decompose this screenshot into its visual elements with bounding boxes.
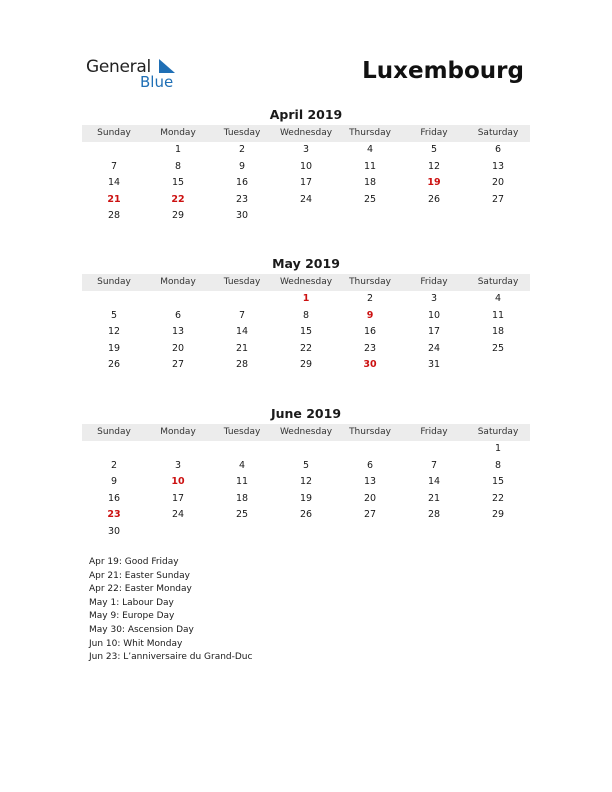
weekday-label: Monday (160, 427, 196, 437)
day-cell: 26 (107, 359, 121, 370)
day-cell: 3 (302, 144, 310, 155)
holiday-item: Apr 22: Easter Monday (89, 584, 192, 595)
day-cell: 15 (491, 476, 505, 487)
empty-day-cell (338, 441, 402, 458)
month-april (82, 107, 530, 225)
day-cell: 10 (299, 160, 313, 172)
logo-flag-icon (159, 59, 175, 73)
day-cell: 15 (299, 326, 313, 337)
day-cell: 26 (299, 509, 313, 520)
day-cell: 14 (107, 177, 121, 188)
day-cell: 14 (427, 476, 441, 487)
weekday-label: Tuesday (223, 277, 261, 287)
day-cell: 8 (494, 459, 502, 471)
day-cell: 17 (171, 492, 185, 504)
day-cell: 29 (299, 359, 313, 370)
holiday-day-cell: 1 (302, 293, 310, 304)
weekday-label: Tuesday (223, 427, 261, 437)
weekday-label: Monday (160, 277, 196, 287)
day-cell: 2 (110, 459, 118, 471)
day-cell: 7 (110, 160, 118, 172)
day-cell: 31 (427, 359, 441, 370)
empty-day-cell (402, 441, 466, 458)
day-cell: 18 (491, 326, 505, 337)
day-cell: 20 (491, 177, 505, 188)
day-cell: 10 (427, 309, 441, 321)
empty-day-cell (274, 524, 338, 541)
weekday-label: Tuesday (223, 128, 261, 138)
holiday-item: Apr 19: Good Friday (89, 557, 179, 567)
weekday-label: Thursday (349, 277, 391, 287)
empty-day-cell (146, 291, 210, 308)
weekday-label: Friday (420, 427, 448, 437)
empty-day-cell (274, 441, 338, 458)
weekday-label: Sunday (97, 277, 131, 287)
day-cell: 8 (174, 160, 182, 172)
day-cell: 17 (427, 326, 441, 337)
weekday-label: Saturday (477, 128, 519, 138)
day-grid (82, 142, 530, 225)
empty-day-cell (466, 524, 530, 541)
empty-day-cell (274, 208, 338, 225)
day-grid (82, 441, 530, 540)
day-cell: 5 (430, 144, 438, 155)
day-grid (82, 291, 530, 374)
holiday-day-cell: 23 (107, 509, 121, 520)
weekday-label: Saturday (477, 277, 519, 287)
day-cell: 18 (363, 177, 377, 188)
day-cell: 22 (299, 342, 313, 354)
holiday-day-cell: 9 (366, 309, 374, 321)
day-cell: 5 (110, 309, 118, 321)
empty-day-cell (210, 524, 274, 541)
day-cell: 23 (363, 342, 377, 354)
holiday-day-cell: 19 (427, 177, 441, 188)
day-cell: 9 (238, 160, 246, 172)
month-title: May 2019 (272, 256, 340, 271)
holiday-day-cell: 22 (171, 193, 185, 205)
weekday-header (82, 424, 530, 441)
day-cell: 4 (238, 459, 246, 471)
day-cell: 20 (171, 342, 185, 354)
logo-text-blue: Blue (140, 73, 174, 91)
day-cell: 16 (363, 326, 377, 337)
month-title: April 2019 (269, 107, 343, 122)
empty-day-cell (82, 142, 146, 159)
day-cell: 8 (302, 309, 310, 321)
holiday-item: Apr 21: Easter Sunday (89, 570, 190, 581)
day-cell: 3 (430, 293, 438, 304)
day-cell: 30 (235, 210, 249, 221)
day-cell: 25 (235, 509, 249, 520)
empty-day-cell (338, 524, 402, 541)
day-cell: 5 (302, 459, 310, 471)
weekday-label: Monday (160, 128, 196, 138)
empty-day-cell (338, 208, 402, 225)
day-cell: 25 (491, 342, 505, 354)
logo (86, 57, 186, 93)
day-cell: 24 (171, 509, 185, 520)
holiday-item: May 30: Ascension Day (89, 624, 194, 635)
day-cell: 3 (174, 459, 182, 471)
empty-day-cell (402, 208, 466, 225)
empty-day-cell (146, 441, 210, 458)
day-cell: 29 (171, 210, 185, 221)
holiday-item: Jun 23: L’anniversaire du Grand-Duc (89, 652, 253, 663)
empty-day-cell (82, 441, 146, 458)
day-cell: 7 (238, 309, 246, 321)
day-cell: 12 (107, 326, 121, 337)
day-cell: 4 (366, 144, 374, 155)
weekday-header (82, 274, 530, 291)
day-cell: 11 (363, 160, 377, 172)
day-cell: 2 (366, 293, 374, 304)
empty-day-cell (402, 524, 466, 541)
empty-day-cell (466, 357, 530, 374)
day-cell: 12 (299, 476, 313, 487)
day-cell: 6 (366, 459, 374, 471)
day-cell: 1 (494, 443, 502, 454)
day-cell: 23 (235, 193, 249, 205)
empty-day-cell (146, 524, 210, 541)
day-cell: 16 (235, 177, 249, 188)
day-cell: 25 (363, 193, 377, 205)
weekday-label: Wednesday (279, 427, 333, 437)
day-cell: 30 (107, 525, 121, 537)
day-cell: 29 (491, 509, 505, 520)
empty-day-cell (82, 291, 146, 308)
weekday-label: Sunday (97, 427, 131, 437)
day-cell: 19 (107, 342, 121, 354)
day-cell: 24 (427, 342, 441, 354)
day-cell: 11 (491, 309, 505, 321)
day-cell: 13 (491, 160, 505, 172)
day-cell: 27 (363, 509, 377, 520)
day-cell: 1 (174, 144, 182, 155)
day-cell: 19 (299, 492, 313, 504)
day-cell: 26 (427, 193, 441, 205)
weekday-label: Friday (420, 128, 448, 138)
day-cell: 22 (491, 492, 505, 504)
weekday-label: Sunday (97, 128, 131, 138)
weekday-header (82, 125, 530, 142)
holiday-list (89, 556, 252, 665)
holiday-item: Jun 10: Whit Monday (89, 638, 183, 649)
day-cell: 14 (235, 326, 249, 337)
day-cell: 7 (430, 459, 438, 471)
holiday-item: May 1: Labour Day (89, 597, 174, 608)
day-cell: 13 (363, 476, 377, 487)
day-cell: 4 (494, 293, 502, 304)
empty-day-cell (466, 208, 530, 225)
weekday-label: Thursday (349, 427, 391, 437)
holiday-day-cell: 21 (107, 193, 121, 205)
day-cell: 27 (171, 359, 185, 370)
day-cell: 6 (494, 144, 502, 155)
empty-day-cell (210, 291, 274, 308)
country-title: Luxembourg (362, 58, 524, 84)
holiday-day-cell: 10 (171, 476, 185, 487)
weekday-label: Friday (420, 277, 448, 287)
day-cell: 2 (238, 144, 246, 155)
holiday-day-cell: 30 (363, 359, 377, 370)
day-cell: 21 (427, 492, 441, 504)
day-cell: 18 (235, 492, 249, 504)
holiday-item: May 9: Europe Day (89, 611, 175, 622)
day-cell: 28 (235, 359, 249, 370)
weekday-label: Saturday (477, 427, 519, 437)
day-cell: 24 (299, 193, 313, 205)
day-cell: 27 (491, 193, 505, 205)
month-may (82, 256, 530, 374)
day-cell: 28 (107, 210, 121, 221)
weekday-label: Wednesday (279, 277, 333, 287)
day-cell: 6 (174, 309, 182, 321)
day-cell: 9 (110, 476, 118, 487)
day-cell: 20 (363, 492, 377, 504)
day-cell: 13 (171, 326, 185, 337)
day-cell: 16 (107, 492, 121, 504)
day-cell: 28 (427, 509, 441, 520)
empty-day-cell (210, 441, 274, 458)
month-title: June 2019 (270, 406, 342, 421)
day-cell: 12 (427, 160, 441, 172)
day-cell: 11 (235, 476, 249, 487)
day-cell: 17 (299, 177, 313, 188)
day-cell: 21 (235, 342, 249, 354)
logo-text-general: General (86, 57, 151, 77)
month-june (82, 406, 530, 540)
day-cell: 15 (171, 177, 185, 188)
weekday-label: Wednesday (279, 128, 333, 138)
weekday-label: Thursday (349, 128, 391, 138)
